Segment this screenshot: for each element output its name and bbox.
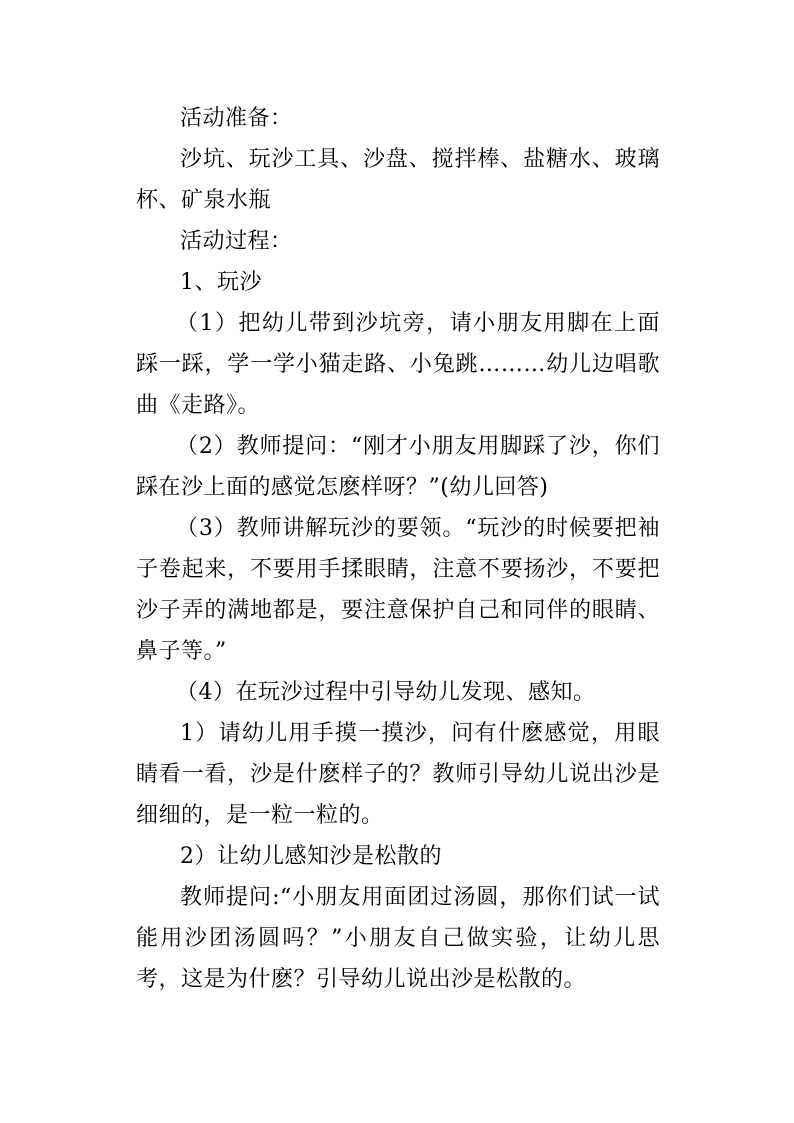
sub-item-1-paragraph: 1）请幼儿用手摸一摸沙，问有什麽感觉，用眼睛看一看，沙是什麽样子的？教师引导幼儿说出沙是细细的，是一粒一粒的。: [136, 721, 660, 828]
step-1-item-1-paragraph: （1）把幼儿带到沙坑旁，请小朋友用脚在上面踩一踩，学一学小猫走路、小兔跳………幼儿边唱歌曲《走路》。: [136, 311, 660, 418]
heading-activity-process: 活动过程：: [180, 229, 293, 254]
document-body: [136, 98, 660, 1000]
step-1-item-3-paragraph: （3）教师讲解玩沙的要领。“玩沙的时候要把袖子卷起来，不要用手揉眼睛，注意不要扬沙，不要把沙子弄的满地都是，要注意保护自己和同伴的眼睛、鼻子等。”: [136, 516, 660, 664]
heading-activity-preparation: 活动准备：: [180, 106, 293, 131]
teacher-question-paragraph: 教师提问:“小朋友用面团过汤圆，那你们试一试能用沙团汤圆吗？”小朋友自己做实验，让幼儿思考，这是为什麽？引导幼儿说出沙是松散的。: [136, 885, 660, 992]
materials-list-paragraph: 沙坑、玩沙工具、沙盘、搅拌棒、盐糖水、玻璃杯、矿泉水瓶: [136, 147, 660, 213]
step-1-item-2-paragraph: （2）教师提问：“刚才小朋友用脚踩了沙，你们踩在沙上面的感觉怎麽样呀？”(幼儿回答): [136, 434, 660, 500]
sub-item-2-paragraph: 2）让幼儿感知沙是松散的: [180, 844, 442, 869]
step-1-item-4-paragraph: （4）在玩沙过程中引导幼儿发现、感知。: [176, 680, 596, 705]
step-1-heading: 1、玩沙: [180, 270, 262, 295]
